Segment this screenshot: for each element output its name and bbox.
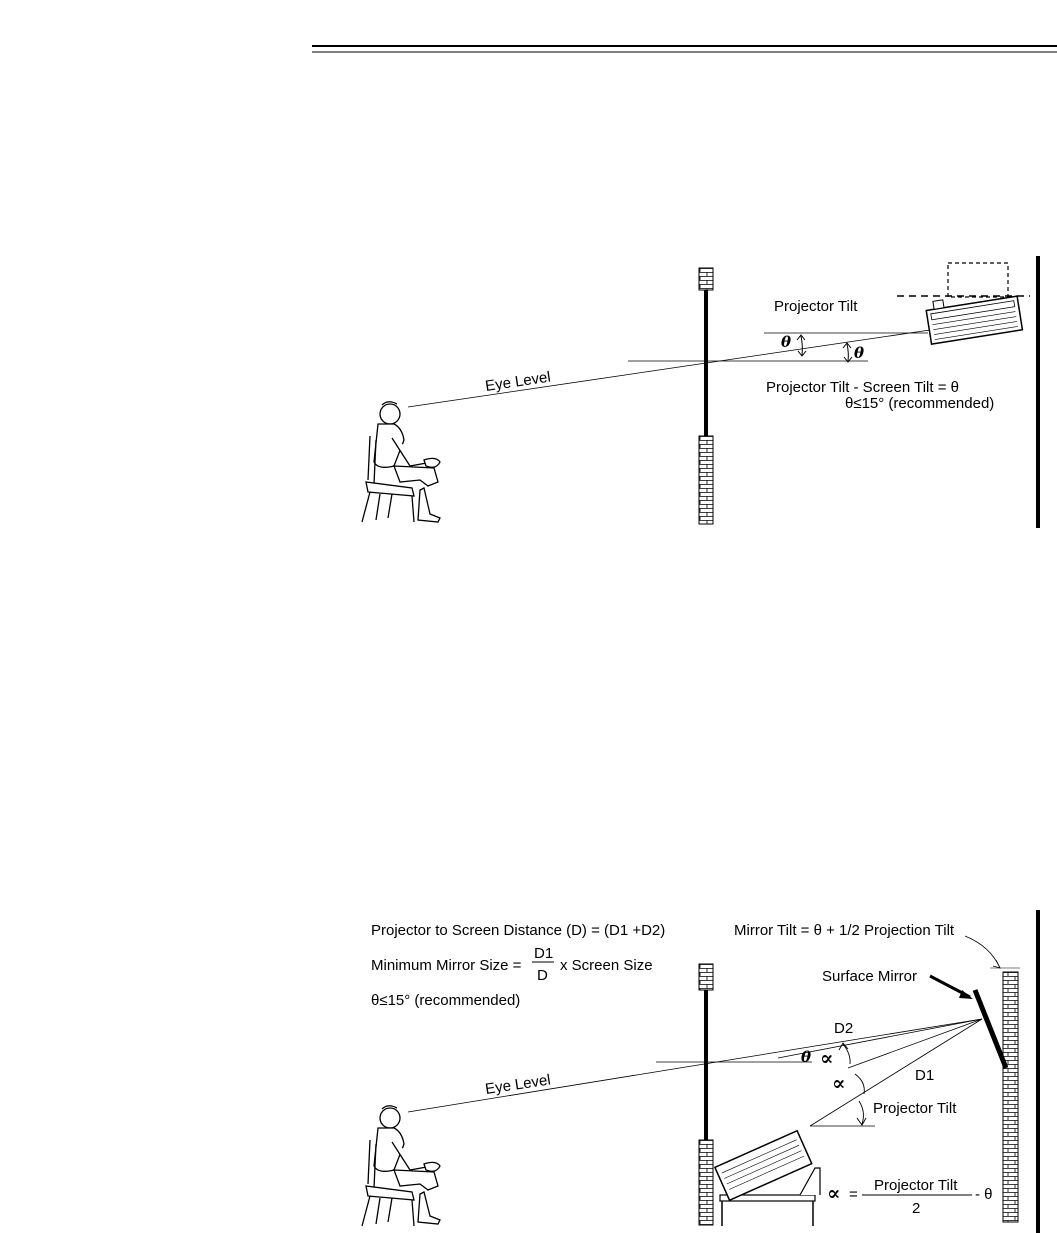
theta-symbol: θ	[854, 344, 865, 362]
wall	[699, 268, 713, 524]
fraction-numerator: D1	[534, 945, 554, 962]
tilt-limit: θ≤15° (recommended)	[371, 992, 521, 1009]
surface-mirror-label: Surface Mirror	[822, 968, 918, 985]
wall	[699, 964, 713, 1225]
seated-viewer	[362, 1106, 440, 1226]
projector-icon	[925, 263, 1022, 344]
screen-bar	[1036, 256, 1040, 528]
tilt-limit: θ≤15° (recommended)	[845, 395, 995, 412]
eye-level-label: Eye Level	[484, 368, 552, 395]
right-wall	[1003, 972, 1018, 1222]
theta-symbol: θ	[781, 333, 792, 351]
diagram-projector-tilt	[362, 256, 1040, 528]
theta-symbol: θ	[801, 1048, 812, 1066]
screen-bar	[1036, 910, 1040, 1233]
alpha-minus-theta: - θ	[975, 1186, 993, 1203]
header-rule	[312, 46, 1057, 52]
alpha-symbol: ∝	[827, 1181, 841, 1205]
eye-level-label: Eye Level	[484, 1071, 552, 1098]
alpha-denominator: 2	[912, 1200, 921, 1217]
tilt-formula: Projector Tilt - Screen Tilt = θ	[766, 379, 959, 396]
d1-label: D1	[915, 1067, 935, 1084]
distance-formula: Projector to Screen Distance (D) = (D1 +D2)	[371, 922, 666, 939]
alpha-symbol: ∝	[832, 1071, 846, 1095]
fraction-denominator: D	[537, 967, 548, 984]
alpha-equals: =	[849, 1186, 858, 1203]
mirror-tilt-label: Mirror Tilt = θ + 1/2 Projection Tilt	[734, 922, 955, 939]
min-mirror-prefix: Minimum Mirror Size =	[371, 957, 522, 974]
projector-icon	[715, 1131, 820, 1226]
projector-tilt-label: Projector Tilt	[774, 298, 858, 315]
d2-label: D2	[834, 1020, 854, 1037]
diagram-mirror-tilt	[362, 910, 1040, 1233]
alpha-numerator: Projector Tilt	[874, 1177, 958, 1194]
mirror-tilt-arrow	[965, 936, 1000, 968]
alpha-symbol: ∝	[820, 1046, 834, 1070]
min-mirror-suffix: x Screen Size	[560, 957, 653, 974]
projector-tilt-label: Projector Tilt	[873, 1100, 957, 1117]
seated-viewer	[362, 402, 440, 522]
surface-mirror	[975, 990, 1006, 1068]
